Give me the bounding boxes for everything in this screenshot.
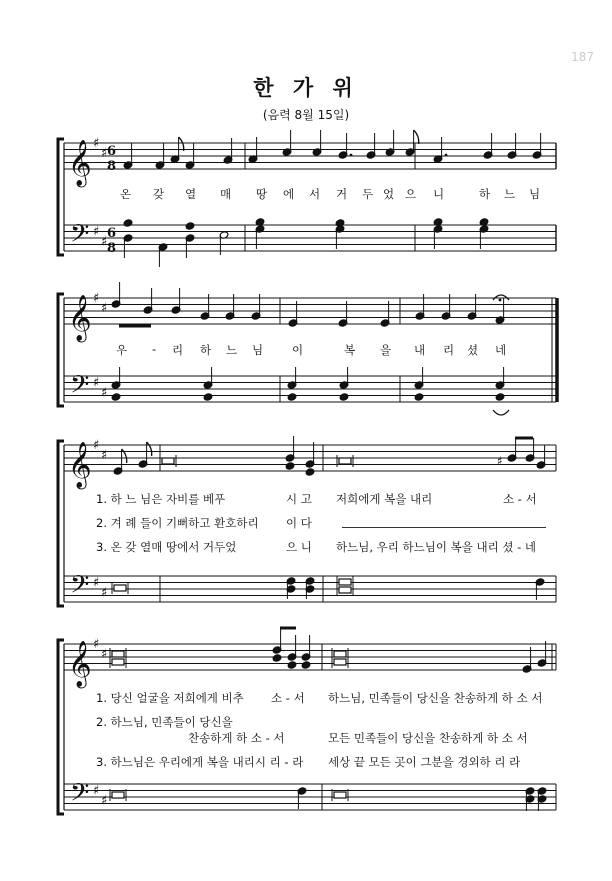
key-signature-sharp: ♯ — [93, 575, 100, 591]
lyric-syllable: 님 — [252, 343, 264, 357]
breve-note — [334, 659, 346, 665]
verse1-part-a: 1. 하 느 님은 자비를 베푸 — [96, 492, 226, 506]
lyric-syllable: 느 — [226, 343, 238, 357]
lyric-syllable: 니 — [433, 187, 445, 201]
lyric-syllable: 서 — [309, 187, 321, 201]
augmentation-dot — [445, 154, 448, 157]
breve-note — [162, 458, 174, 464]
note-flag — [414, 130, 419, 144]
note-head — [123, 219, 133, 227]
system-bracket — [58, 294, 64, 406]
key-signature-sharp: ♯ — [101, 793, 108, 809]
lyric-syllable: 리 — [172, 343, 184, 357]
time-signature: 6 — [107, 144, 117, 159]
key-signature-sharp: ♯ — [101, 646, 108, 662]
note-head — [287, 661, 297, 669]
lyric-syllable: 셨 — [467, 343, 479, 357]
breve-note — [112, 651, 124, 657]
treble-clef-icon: 𝄞 — [68, 442, 92, 488]
page-number: 187 — [571, 50, 594, 64]
lyric-syllable: 이 — [292, 343, 304, 357]
lyric-syllable: 열 — [185, 187, 197, 201]
verse3-part-b: 으 니 — [286, 540, 312, 554]
lyric-syllable: 느 — [504, 187, 516, 201]
lyric-syllable: 온 — [120, 187, 132, 201]
hymn-subtitle: (음력 8월 15일) — [262, 108, 350, 122]
lyric-syllable: 매 — [220, 187, 232, 201]
breve-note — [339, 458, 351, 464]
lyric-syllable: 거 — [336, 187, 348, 201]
key-signature-sharp: ♯ — [101, 145, 108, 161]
lyric-syllable: 을 — [380, 343, 392, 357]
key-signature-sharp: ♯ — [93, 375, 100, 391]
accidental-sharp: ♯ — [497, 454, 503, 468]
bass-clef-icon: 𝄢 — [70, 370, 90, 406]
verse1-part-c: 하느님, 민족들이 당신을 찬송하게 하 소 서 — [328, 691, 543, 705]
note-head — [301, 661, 311, 669]
verse2-part-a: 2. 하느님, 민족들이 당신을 — [96, 715, 233, 729]
verse1-part-a: 1. 당신 얼굴을 저희에게 비추 — [96, 691, 244, 705]
lyric-syllable: 내 — [414, 343, 426, 357]
note-flag — [179, 137, 184, 151]
lyric-syllable: 하 — [200, 343, 212, 357]
verse3-part-a: 3. 하느님은 우리에게 복을 내리시 리 - 라 — [96, 755, 304, 769]
fermata-icon — [493, 410, 509, 415]
note-head — [414, 393, 424, 401]
breve-note — [334, 792, 346, 798]
lyric-syllable: 었 — [383, 187, 395, 201]
note-head — [272, 654, 282, 662]
treble-clef-icon: 𝄞 — [68, 641, 92, 687]
lyric-syllable: 하 — [479, 187, 491, 201]
bass-clef-icon: 𝄢 — [70, 778, 90, 814]
key-signature-sharp: ♯ — [93, 291, 100, 306]
key-signature-sharp: ♯ — [93, 224, 100, 240]
note-head — [305, 468, 315, 476]
verse1-part-b: 시 고 — [286, 492, 312, 506]
key-signature-sharp: ♯ — [101, 300, 108, 316]
note-head — [495, 393, 505, 401]
lyric-syllable: 네 — [495, 343, 507, 357]
lyric-syllable: 에 — [283, 187, 295, 201]
verse2-part-a: 2. 겨 례 들이 기뻐하고 환호하리 — [96, 516, 259, 530]
verse1-part-d: 소 - 서 — [503, 492, 537, 506]
lyric-syllable: 리 — [443, 343, 455, 357]
verse3-part-a: 3. 온 갖 열매 땅에서 거두었 — [96, 540, 237, 554]
time-signature: 6 — [107, 226, 117, 241]
key-signature-sharp: ♯ — [93, 136, 100, 151]
time-signature: 8 — [107, 241, 117, 256]
key-signature-sharp: ♯ — [93, 438, 100, 453]
lyric-syllable: 복 — [344, 343, 356, 357]
breve-note — [114, 585, 126, 591]
system-bracket — [58, 139, 64, 255]
augmentation-dot — [499, 299, 502, 302]
system-bracket — [58, 640, 64, 814]
verse2-part-b: 이 다 — [286, 516, 312, 530]
breve-note — [112, 792, 124, 798]
lyric-syllable: - — [152, 342, 157, 356]
key-signature-sharp: ♯ — [93, 783, 100, 799]
lyric-syllable: 으 — [405, 187, 417, 201]
system-bracket — [58, 441, 64, 606]
breve-note — [334, 651, 346, 657]
lyric-syllable: 두 — [362, 187, 374, 201]
verse3-part-c: 하느님, 우리 하느님이 복을 내리 셨 - 네 — [336, 540, 537, 554]
breve-note — [339, 579, 351, 585]
breve-note — [339, 587, 351, 593]
note-head — [111, 393, 121, 401]
verse2-part-a2: 찬송하게 하 소 - 서 — [188, 731, 285, 745]
key-signature-sharp: ♯ — [101, 385, 108, 401]
note-head — [287, 393, 297, 401]
note-head — [203, 393, 213, 401]
verse1-part-c: 저희에게 복을 내리 — [336, 492, 433, 506]
bass-clef-icon: 𝄢 — [70, 570, 90, 606]
note-head — [185, 222, 195, 230]
treble-clef-icon: 𝄞 — [68, 295, 92, 341]
verse1-part-b: 소 - 서 — [271, 691, 305, 705]
treble-clef-icon: 𝄞 — [68, 140, 92, 186]
note-head — [339, 393, 349, 401]
lyric-syllable: 땅 — [256, 187, 268, 201]
key-signature-sharp: ♯ — [101, 234, 108, 250]
key-signature-sharp: ♯ — [101, 447, 108, 463]
lyric-syllable: 갖 — [153, 187, 165, 201]
verse3-part-c: 세상 끝 모든 곳이 그분을 경외하 리 라 — [328, 755, 521, 769]
bass-clef-icon: 𝄢 — [70, 219, 90, 255]
time-signature: 8 — [107, 159, 117, 174]
breve-note — [112, 659, 124, 665]
note-flag — [147, 442, 152, 456]
key-signature-sharp: ♯ — [93, 637, 100, 652]
hymn-title: 한 가 위 — [253, 76, 359, 100]
lyric-syllable: 우 — [116, 343, 128, 357]
verse2-blank-line — [342, 527, 546, 528]
augmentation-dot — [350, 154, 353, 157]
lyric-syllable: 님 — [529, 187, 541, 201]
key-signature-sharp: ♯ — [101, 585, 108, 601]
verse2-part-c: 모든 민족들이 당신을 찬송하게 하 소 서 — [328, 731, 528, 745]
note-head — [285, 462, 295, 470]
